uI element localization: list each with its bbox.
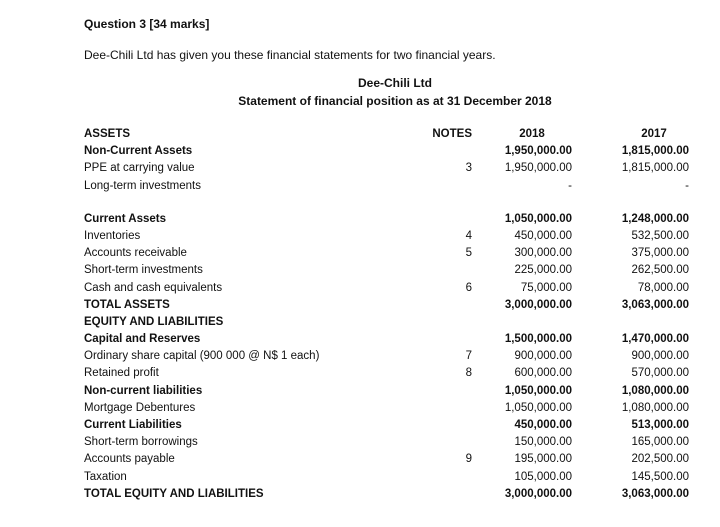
- row-label: Non-current liabilities: [84, 384, 203, 397]
- table-row: [84, 178, 694, 195]
- row-value-2018: 600,000.00: [514, 367, 572, 380]
- row-note: 5: [465, 247, 472, 260]
- row-note: 8: [465, 367, 472, 380]
- table-row: [84, 451, 694, 468]
- table-header-row: [84, 126, 694, 143]
- year-2018-column-header: 2018: [519, 128, 545, 140]
- table-row: [84, 160, 694, 177]
- row-label: Short-term borrowings: [84, 436, 198, 449]
- row-value-2017: 1,815,000.00: [621, 145, 689, 158]
- row-note: 4: [465, 229, 472, 242]
- row-label: Inventories: [84, 229, 141, 242]
- row-label: Accounts payable: [84, 453, 175, 466]
- table-row: [84, 228, 694, 245]
- row-value-2017: 262,500.00: [631, 264, 689, 277]
- row-label: Current Assets: [84, 212, 167, 225]
- row-value-2017: 1,080,000.00: [621, 401, 689, 414]
- statement-title: Statement of financial position as at 31 December 2018: [238, 94, 552, 108]
- row-label: Cash and cash equivalents: [84, 281, 223, 294]
- year-2017-column-header: 2017: [641, 128, 667, 140]
- row-value-2018: 195,000.00: [514, 453, 572, 466]
- table-row: [84, 245, 694, 262]
- row-label: Non-Current Assets: [84, 145, 193, 158]
- row-value-2017: -: [685, 179, 689, 192]
- row-value-2018: 1,050,000.00: [504, 384, 572, 397]
- row-value-2018: 105,000.00: [514, 470, 572, 483]
- table-row: [84, 331, 694, 348]
- row-value-2018: 1,950,000.00: [504, 145, 572, 158]
- row-value-2018: 300,000.00: [514, 247, 572, 260]
- row-value-2018: 1,950,000.00: [504, 162, 572, 175]
- row-value-2018: 3,000,000.00: [504, 298, 572, 311]
- row-value-2017: 570,000.00: [631, 367, 689, 380]
- financial-position-table: [84, 126, 694, 503]
- row-label: Short-term investments: [84, 264, 203, 277]
- row-value-2017: 1,470,000.00: [621, 333, 689, 346]
- row-value-2017: 1,248,000.00: [621, 212, 689, 225]
- row-value-2018: 75,000.00: [520, 281, 572, 294]
- row-value-2017: 78,000.00: [637, 281, 689, 294]
- row-label: Long-term investments: [84, 179, 201, 192]
- row-value-2018: 1,500,000.00: [504, 333, 572, 346]
- row-label: TOTAL EQUITY AND LIABILITIES: [84, 487, 264, 500]
- row-value-2018: 900,000.00: [514, 350, 572, 363]
- row-value-2018: 225,000.00: [514, 264, 572, 277]
- table-row: [84, 434, 694, 451]
- table-row: [84, 417, 694, 434]
- table-row: [84, 280, 694, 297]
- row-value-2017: 513,000.00: [631, 419, 689, 431]
- row-value-2018: -: [568, 179, 572, 192]
- table-row: [84, 383, 694, 400]
- row-label: Retained profit: [84, 367, 159, 380]
- row-value-2017: 165,000.00: [631, 436, 689, 449]
- company-name: Dee-Chili Ltd: [358, 76, 432, 90]
- row-label: Mortgage Debentures: [84, 401, 196, 414]
- row-value-2017: 532,500.00: [631, 229, 689, 242]
- row-value-2017: 3,063,000.00: [621, 298, 689, 311]
- spacer-row: [84, 195, 694, 211]
- row-value-2018: 450,000.00: [514, 419, 572, 431]
- row-value-2018: 3,000,000.00: [504, 487, 572, 500]
- table-row: [84, 314, 694, 331]
- row-note: 3: [465, 162, 472, 175]
- row-value-2017: 1,815,000.00: [621, 162, 689, 175]
- row-value-2018: 1,050,000.00: [504, 401, 572, 414]
- row-label: Capital and Reserves: [84, 333, 201, 346]
- row-label: Taxation: [84, 470, 127, 483]
- row-note: 9: [465, 453, 472, 466]
- row-value-2018: 150,000.00: [514, 436, 572, 449]
- row-label: Accounts receivable: [84, 247, 187, 260]
- row-label: EQUITY AND LIABILITIES: [84, 315, 224, 328]
- row-label: TOTAL ASSETS: [84, 298, 170, 311]
- question-heading: Question 3 [34 marks]: [84, 17, 210, 31]
- notes-column-header: NOTES: [432, 128, 472, 140]
- question-intro: Dee-Chili Ltd has given you these financial statements for two financial years.: [84, 48, 496, 62]
- row-note: 7: [465, 350, 472, 363]
- table-row: [84, 143, 694, 160]
- table-row: [84, 486, 694, 503]
- row-label: Ordinary share capital (900 000 @ N$ 1 each): [84, 350, 320, 363]
- table-row: [84, 297, 694, 314]
- row-value-2017: 1,080,000.00: [621, 384, 689, 397]
- row-value-2017: 900,000.00: [631, 350, 689, 363]
- table-row: [84, 211, 694, 228]
- row-value-2017: 375,000.00: [631, 247, 689, 260]
- table-row: [84, 262, 694, 279]
- row-value-2017: 3,063,000.00: [621, 487, 689, 500]
- row-value-2018: 450,000.00: [514, 229, 572, 242]
- table-row: [84, 469, 694, 486]
- row-value-2018: 1,050,000.00: [504, 212, 572, 225]
- table-row: [84, 348, 694, 365]
- row-label: Current Liabilities: [84, 419, 182, 431]
- row-value-2017: 145,500.00: [631, 470, 689, 483]
- row-note: 6: [465, 281, 472, 294]
- row-value-2017: 202,500.00: [631, 453, 689, 466]
- table-row: [84, 365, 694, 382]
- table-row: [84, 400, 694, 417]
- row-label: PPE at carrying value: [84, 162, 195, 175]
- row-label: ASSETS: [84, 128, 131, 140]
